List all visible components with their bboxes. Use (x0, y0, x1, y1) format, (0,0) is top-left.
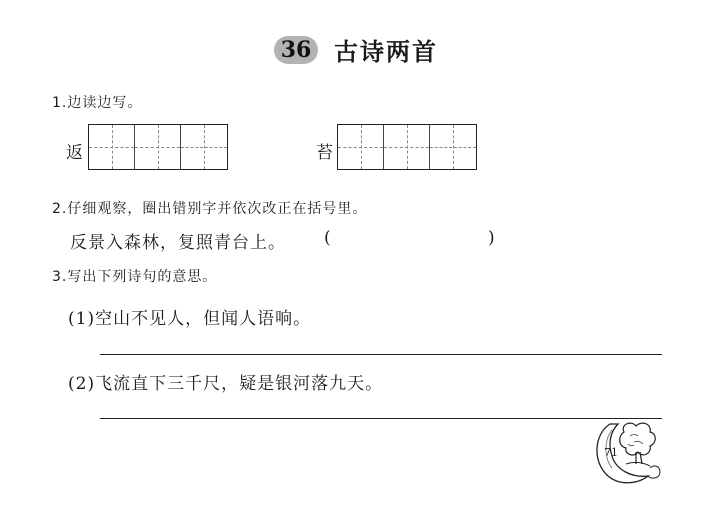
answer-paren-space[interactable] (338, 230, 484, 250)
page-title: 古诗两首 (334, 37, 438, 66)
page-number: 71 (604, 446, 618, 459)
grid-cell[interactable] (89, 125, 135, 169)
lesson-number-badge: 36 (274, 36, 318, 64)
question-3-item-2: (2)飞流直下三千尺，疑是银河落九天。 (68, 374, 384, 394)
writing-grid-2[interactable] (337, 124, 477, 170)
grid-cell[interactable] (430, 125, 476, 169)
grid-cell[interactable] (384, 125, 430, 169)
question-2-sentence: 反景入森林，复照青台上。 (70, 233, 286, 253)
char-label-2: 苔 (316, 143, 333, 163)
question-3-prompt: 3.写出下列诗句的意思。 (52, 269, 218, 285)
answer-line-1[interactable] (100, 354, 662, 355)
question-1-prompt: 1.边读边写。 (52, 95, 143, 111)
char-label-1: 返 (66, 143, 83, 163)
moon-tree-icon (590, 418, 670, 488)
writing-grid-1[interactable] (88, 124, 228, 170)
answer-paren-open: ( (324, 228, 332, 248)
answer-line-2[interactable] (100, 418, 662, 419)
question-2-prompt: 2.仔细观察，圈出错别字并依次改正在括号里。 (52, 201, 368, 217)
grid-cell[interactable] (135, 125, 181, 169)
page-number-ornament (590, 418, 670, 488)
answer-paren-close: ) (488, 228, 496, 248)
question-3-item-1: (1)空山不见人，但闻人语响。 (68, 309, 312, 329)
grid-cell[interactable] (181, 125, 227, 169)
grid-cell[interactable] (338, 125, 384, 169)
